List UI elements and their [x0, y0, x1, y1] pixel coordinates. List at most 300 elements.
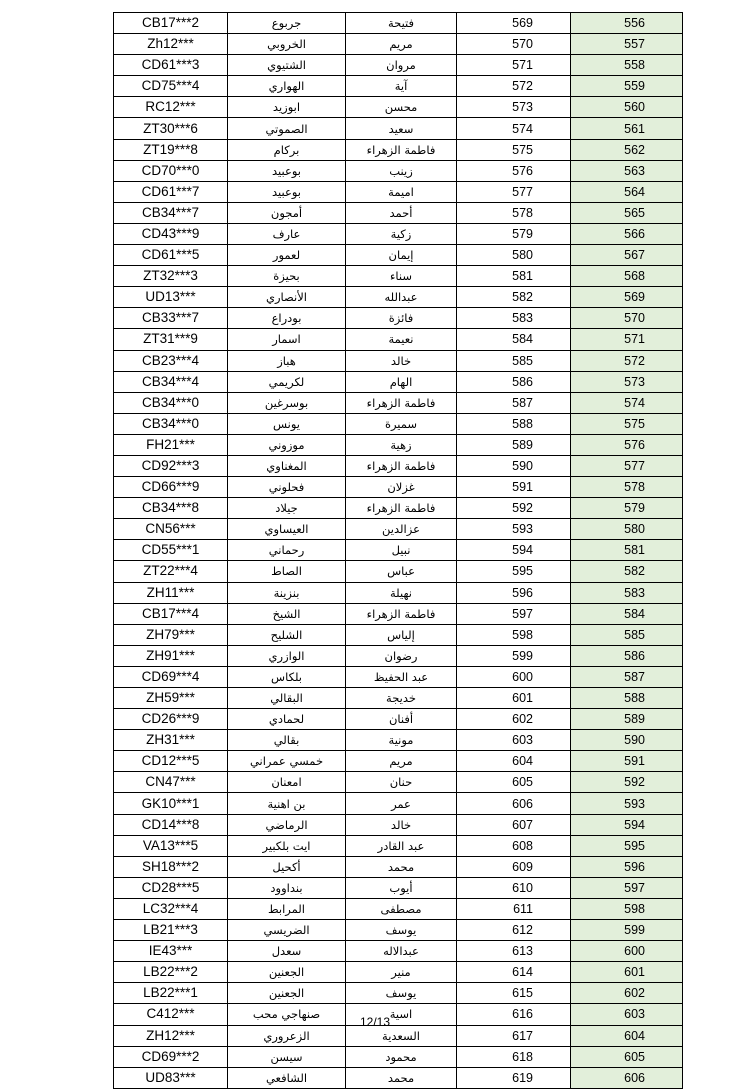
id-code-cell: LC32***4 — [114, 898, 228, 919]
id-code-cell: CN47*** — [114, 772, 228, 793]
table-row — [114, 477, 683, 498]
id-code-cell: UD83*** — [114, 1067, 228, 1088]
table-row — [114, 202, 683, 223]
table-row — [114, 223, 683, 244]
first-name-cell: سناء — [346, 266, 457, 287]
number-cell: 582 — [457, 287, 571, 308]
first-name-cell: فاطمة الزهراء — [346, 455, 457, 476]
first-name-cell: محمود — [346, 1046, 457, 1067]
rank-cell: 574 — [571, 392, 683, 413]
number-cell: 588 — [457, 413, 571, 434]
table-row — [114, 793, 683, 814]
table-row — [114, 434, 683, 455]
table-row — [114, 34, 683, 55]
first-name-cell: فاطمة الزهراء — [346, 139, 457, 160]
first-name-cell: أفنان — [346, 709, 457, 730]
id-code-cell: CD61***3 — [114, 55, 228, 76]
number-cell: 614 — [457, 962, 571, 983]
table-row — [114, 772, 683, 793]
id-code-cell: CD69***2 — [114, 1046, 228, 1067]
first-name-cell: عباس — [346, 561, 457, 582]
id-code-cell: CD66***9 — [114, 477, 228, 498]
table-row — [114, 392, 683, 413]
table-row — [114, 160, 683, 181]
number-cell: 572 — [457, 76, 571, 97]
id-code-cell: IE43*** — [114, 941, 228, 962]
id-code-cell: ZH79*** — [114, 624, 228, 645]
rank-cell: 600 — [571, 941, 683, 962]
table-row — [114, 856, 683, 877]
number-cell: 580 — [457, 245, 571, 266]
first-name-cell: فاطمة الزهراء — [346, 392, 457, 413]
last-name-cell: بركام — [228, 139, 346, 160]
first-name-cell: اميمة — [346, 181, 457, 202]
table-row — [114, 76, 683, 97]
id-code-cell: CD70***0 — [114, 160, 228, 181]
first-name-cell: إلياس — [346, 624, 457, 645]
last-name-cell: بحيزة — [228, 266, 346, 287]
first-name-cell: خديجة — [346, 688, 457, 709]
first-name-cell: عزالدين — [346, 519, 457, 540]
table-row — [114, 835, 683, 856]
last-name-cell: الزعروري — [228, 1025, 346, 1046]
table-row — [114, 498, 683, 519]
first-name-cell: آية — [346, 76, 457, 97]
id-code-cell: ZH31*** — [114, 730, 228, 751]
rank-cell: 572 — [571, 350, 683, 371]
last-name-cell: الوازري — [228, 645, 346, 666]
last-name-cell: العيساوي — [228, 519, 346, 540]
last-name-cell: الشليح — [228, 624, 346, 645]
rank-cell: 560 — [571, 97, 683, 118]
rank-cell: 580 — [571, 519, 683, 540]
number-cell: 608 — [457, 835, 571, 856]
id-code-cell: Zh12*** — [114, 34, 228, 55]
last-name-cell: الجعنين — [228, 962, 346, 983]
number-cell: 601 — [457, 688, 571, 709]
rank-cell: 583 — [571, 582, 683, 603]
rank-cell: 565 — [571, 202, 683, 223]
id-code-cell: CD28***5 — [114, 877, 228, 898]
table-row — [114, 413, 683, 434]
last-name-cell: أمجون — [228, 202, 346, 223]
last-name-cell: لكريمي — [228, 371, 346, 392]
table-row — [114, 898, 683, 919]
last-name-cell: بودراع — [228, 308, 346, 329]
number-cell: 593 — [457, 519, 571, 540]
number-cell: 577 — [457, 181, 571, 202]
last-name-cell: اسمار — [228, 329, 346, 350]
table-row — [114, 877, 683, 898]
first-name-cell: نعيمة — [346, 329, 457, 350]
id-code-cell: C412*** — [114, 1004, 228, 1025]
number-cell: 584 — [457, 329, 571, 350]
id-code-cell: LB22***1 — [114, 983, 228, 1004]
id-code-cell: ZT19***8 — [114, 139, 228, 160]
rank-cell: 586 — [571, 645, 683, 666]
number-cell: 586 — [457, 371, 571, 392]
last-name-cell: بلكاس — [228, 666, 346, 687]
number-cell: 595 — [457, 561, 571, 582]
rank-cell: 594 — [571, 814, 683, 835]
first-name-cell: عبد القادر — [346, 835, 457, 856]
first-name-cell: زكية — [346, 223, 457, 244]
number-cell: 618 — [457, 1046, 571, 1067]
rank-cell: 588 — [571, 688, 683, 709]
id-code-cell: CB17***4 — [114, 603, 228, 624]
table-row — [114, 814, 683, 835]
number-cell: 616 — [457, 1004, 571, 1025]
rank-cell: 567 — [571, 245, 683, 266]
first-name-cell: رضوان — [346, 645, 457, 666]
rank-cell: 595 — [571, 835, 683, 856]
rank-cell: 587 — [571, 666, 683, 687]
last-name-cell: لحمادي — [228, 709, 346, 730]
id-code-cell: LB22***2 — [114, 962, 228, 983]
first-name-cell: محمد — [346, 856, 457, 877]
rank-cell: 568 — [571, 266, 683, 287]
number-cell: 578 — [457, 202, 571, 223]
rank-cell: 590 — [571, 730, 683, 751]
first-name-cell: فاطمة الزهراء — [346, 498, 457, 519]
number-cell: 579 — [457, 223, 571, 244]
last-name-cell: بنزينة — [228, 582, 346, 603]
results-table — [113, 12, 683, 1089]
number-cell: 597 — [457, 603, 571, 624]
last-name-cell: سعدل — [228, 941, 346, 962]
table-row — [114, 624, 683, 645]
rank-cell: 601 — [571, 962, 683, 983]
first-name-cell: يوسف — [346, 920, 457, 941]
table-row — [114, 920, 683, 941]
last-name-cell: الرماضي — [228, 814, 346, 835]
number-cell: 615 — [457, 983, 571, 1004]
first-name-cell: زهية — [346, 434, 457, 455]
last-name-cell: البقالي — [228, 688, 346, 709]
first-name-cell: زينب — [346, 160, 457, 181]
last-name-cell: الجعنين — [228, 983, 346, 1004]
rank-cell: 575 — [571, 413, 683, 434]
last-name-cell: بن اهنية — [228, 793, 346, 814]
last-name-cell: يونس — [228, 413, 346, 434]
first-name-cell: عبد الحفيظ — [346, 666, 457, 687]
id-code-cell: CD61***7 — [114, 181, 228, 202]
first-name-cell: يوسف — [346, 983, 457, 1004]
first-name-cell: عمر — [346, 793, 457, 814]
last-name-cell: عارف — [228, 223, 346, 244]
number-cell: 585 — [457, 350, 571, 371]
rank-cell: 566 — [571, 223, 683, 244]
number-cell: 619 — [457, 1067, 571, 1088]
last-name-cell: بوسرغين — [228, 392, 346, 413]
number-cell: 603 — [457, 730, 571, 751]
number-cell: 581 — [457, 266, 571, 287]
rank-cell: 556 — [571, 13, 683, 34]
number-cell: 600 — [457, 666, 571, 687]
id-code-cell: ZH12*** — [114, 1025, 228, 1046]
first-name-cell: عبدالله — [346, 287, 457, 308]
id-code-cell: ZT22***4 — [114, 561, 228, 582]
table-row — [114, 540, 683, 561]
number-cell: 596 — [457, 582, 571, 603]
id-code-cell: CD43***9 — [114, 223, 228, 244]
last-name-cell: جربوع — [228, 13, 346, 34]
last-name-cell: رحماني — [228, 540, 346, 561]
first-name-cell: مريم — [346, 34, 457, 55]
first-name-cell: فائزة — [346, 308, 457, 329]
id-code-cell: CD26***9 — [114, 709, 228, 730]
table-row — [114, 603, 683, 624]
number-cell: 590 — [457, 455, 571, 476]
number-cell: 569 — [457, 13, 571, 34]
table-row — [114, 983, 683, 1004]
last-name-cell: ايت بلكبير — [228, 835, 346, 856]
last-name-cell: بنداوود — [228, 877, 346, 898]
rank-cell: 593 — [571, 793, 683, 814]
id-code-cell: UD13*** — [114, 287, 228, 308]
first-name-cell: محسن — [346, 97, 457, 118]
page-number: 12/13 — [359, 1015, 391, 1029]
first-name-cell: سميرة — [346, 413, 457, 434]
last-name-cell: هباز — [228, 350, 346, 371]
table-row — [114, 455, 683, 476]
rank-cell: 573 — [571, 371, 683, 392]
id-code-cell: CN56*** — [114, 519, 228, 540]
rank-cell: 577 — [571, 455, 683, 476]
id-code-cell: CB34***7 — [114, 202, 228, 223]
table-row — [114, 308, 683, 329]
first-name-cell: مصطفى — [346, 898, 457, 919]
id-code-cell: CD14***8 — [114, 814, 228, 835]
id-code-cell: ZT32***3 — [114, 266, 228, 287]
last-name-cell: الأنصاري — [228, 287, 346, 308]
id-code-cell: CD12***5 — [114, 751, 228, 772]
rank-cell: 592 — [571, 772, 683, 793]
rank-cell: 558 — [571, 55, 683, 76]
number-cell: 570 — [457, 34, 571, 55]
number-cell: 606 — [457, 793, 571, 814]
first-name-cell: غزلان — [346, 477, 457, 498]
first-name-cell: مونية — [346, 730, 457, 751]
table-row — [114, 97, 683, 118]
table-row — [114, 371, 683, 392]
rank-cell: 576 — [571, 434, 683, 455]
rank-cell: 561 — [571, 118, 683, 139]
number-cell: 609 — [457, 856, 571, 877]
id-code-cell: ZH91*** — [114, 645, 228, 666]
last-name-cell: بوعبيد — [228, 181, 346, 202]
id-code-cell: CD55***1 — [114, 540, 228, 561]
number-cell: 587 — [457, 392, 571, 413]
last-name-cell: أكحيل — [228, 856, 346, 877]
rank-cell: 605 — [571, 1046, 683, 1067]
last-name-cell: الهواري — [228, 76, 346, 97]
first-name-cell: عبدالاله — [346, 941, 457, 962]
last-name-cell: جيلاد — [228, 498, 346, 519]
first-name-cell: مروان — [346, 55, 457, 76]
first-name-cell: أيوب — [346, 877, 457, 898]
rank-cell: 557 — [571, 34, 683, 55]
first-name-cell: فاطمة الزهراء — [346, 603, 457, 624]
last-name-cell: صنهاجي محب — [228, 1004, 346, 1025]
number-cell: 576 — [457, 160, 571, 181]
results-table-body — [114, 13, 683, 1089]
rank-cell: 598 — [571, 898, 683, 919]
first-name-cell: السعدية — [346, 1025, 457, 1046]
last-name-cell: المغناوي — [228, 455, 346, 476]
number-cell: 610 — [457, 877, 571, 898]
table-row — [114, 245, 683, 266]
rank-cell: 570 — [571, 308, 683, 329]
last-name-cell: الشتيوي — [228, 55, 346, 76]
rank-cell: 584 — [571, 603, 683, 624]
last-name-cell: سيسن — [228, 1046, 346, 1067]
table-row — [114, 561, 683, 582]
table-row — [114, 730, 683, 751]
table-row — [114, 55, 683, 76]
id-code-cell: CD61***5 — [114, 245, 228, 266]
table-row — [114, 688, 683, 709]
last-name-cell: بوعبيد — [228, 160, 346, 181]
id-code-cell: SH18***2 — [114, 856, 228, 877]
table-row — [114, 666, 683, 687]
number-cell: 617 — [457, 1025, 571, 1046]
rank-cell: 559 — [571, 76, 683, 97]
rank-cell: 602 — [571, 983, 683, 1004]
rank-cell: 596 — [571, 856, 683, 877]
first-name-cell: فتيحة — [346, 13, 457, 34]
last-name-cell: ابوزيد — [228, 97, 346, 118]
id-code-cell: LB21***3 — [114, 920, 228, 941]
first-name-cell: خالد — [346, 814, 457, 835]
last-name-cell: الصاط — [228, 561, 346, 582]
number-cell: 599 — [457, 645, 571, 666]
id-code-cell: CD69***4 — [114, 666, 228, 687]
table-row — [114, 139, 683, 160]
last-name-cell: موزوني — [228, 434, 346, 455]
number-cell: 611 — [457, 898, 571, 919]
id-code-cell: GK10***1 — [114, 793, 228, 814]
last-name-cell: لعمور — [228, 245, 346, 266]
rank-cell: 571 — [571, 329, 683, 350]
id-code-cell: CB23***4 — [114, 350, 228, 371]
id-code-cell: CD75***4 — [114, 76, 228, 97]
rank-cell: 591 — [571, 751, 683, 772]
first-name-cell: مريم — [346, 751, 457, 772]
number-cell: 605 — [457, 772, 571, 793]
table-row — [114, 751, 683, 772]
table-row — [114, 181, 683, 202]
id-code-cell: RC12*** — [114, 97, 228, 118]
number-cell: 571 — [457, 55, 571, 76]
rank-cell: 599 — [571, 920, 683, 941]
number-cell: 583 — [457, 308, 571, 329]
last-name-cell: المرابط — [228, 898, 346, 919]
last-name-cell: بقالي — [228, 730, 346, 751]
rank-cell: 597 — [571, 877, 683, 898]
rank-cell: 581 — [571, 540, 683, 561]
id-code-cell: CB34***8 — [114, 498, 228, 519]
first-name-cell: نهيلة — [346, 582, 457, 603]
table-row — [114, 350, 683, 371]
first-name-cell: منير — [346, 962, 457, 983]
rank-cell: 589 — [571, 709, 683, 730]
number-cell: 602 — [457, 709, 571, 730]
first-name-cell: اسية — [346, 1004, 457, 1025]
first-name-cell: نبيل — [346, 540, 457, 561]
rank-cell: 582 — [571, 561, 683, 582]
first-name-cell: حنان — [346, 772, 457, 793]
table-row — [114, 13, 683, 34]
rank-cell: 569 — [571, 287, 683, 308]
table-row — [114, 266, 683, 287]
table-row — [114, 287, 683, 308]
number-cell: 594 — [457, 540, 571, 561]
table-row — [114, 645, 683, 666]
last-name-cell: فحلوني — [228, 477, 346, 498]
id-code-cell: ZT30***6 — [114, 118, 228, 139]
table-row — [114, 1067, 683, 1088]
number-cell: 613 — [457, 941, 571, 962]
rank-cell: 563 — [571, 160, 683, 181]
id-code-cell: CB34***0 — [114, 413, 228, 434]
rank-cell: 562 — [571, 139, 683, 160]
number-cell: 612 — [457, 920, 571, 941]
first-name-cell: سعيد — [346, 118, 457, 139]
table-row — [114, 519, 683, 540]
number-cell: 607 — [457, 814, 571, 835]
last-name-cell: الصموتي — [228, 118, 346, 139]
rank-cell: 564 — [571, 181, 683, 202]
rank-cell: 604 — [571, 1025, 683, 1046]
rank-cell: 578 — [571, 477, 683, 498]
id-code-cell: FH21*** — [114, 434, 228, 455]
id-code-cell: CB34***0 — [114, 392, 228, 413]
id-code-cell: ZT31***9 — [114, 329, 228, 350]
number-cell: 604 — [457, 751, 571, 772]
first-name-cell: أحمد — [346, 202, 457, 223]
id-code-cell: ZH59*** — [114, 688, 228, 709]
rank-cell: 603 — [571, 1004, 683, 1025]
rank-cell: 579 — [571, 498, 683, 519]
first-name-cell: إيمان — [346, 245, 457, 266]
last-name-cell: الشيخ — [228, 603, 346, 624]
number-cell: 574 — [457, 118, 571, 139]
table-row — [114, 941, 683, 962]
id-code-cell: ZH11*** — [114, 582, 228, 603]
first-name-cell: الهام — [346, 371, 457, 392]
table-row — [114, 709, 683, 730]
id-code-cell: VA13***5 — [114, 835, 228, 856]
number-cell: 573 — [457, 97, 571, 118]
table-row — [114, 329, 683, 350]
number-cell: 591 — [457, 477, 571, 498]
table-row — [114, 118, 683, 139]
last-name-cell: امعنان — [228, 772, 346, 793]
first-name-cell: محمد — [346, 1067, 457, 1088]
id-code-cell: CB17***2 — [114, 13, 228, 34]
id-code-cell: CB33***7 — [114, 308, 228, 329]
last-name-cell: الشافعي — [228, 1067, 346, 1088]
table-row — [114, 1046, 683, 1067]
number-cell: 592 — [457, 498, 571, 519]
number-cell: 575 — [457, 139, 571, 160]
last-name-cell: خمسي عمراني — [228, 751, 346, 772]
rank-cell: 606 — [571, 1067, 683, 1088]
table-row — [114, 962, 683, 983]
first-name-cell: خالد — [346, 350, 457, 371]
id-code-cell: CB34***4 — [114, 371, 228, 392]
